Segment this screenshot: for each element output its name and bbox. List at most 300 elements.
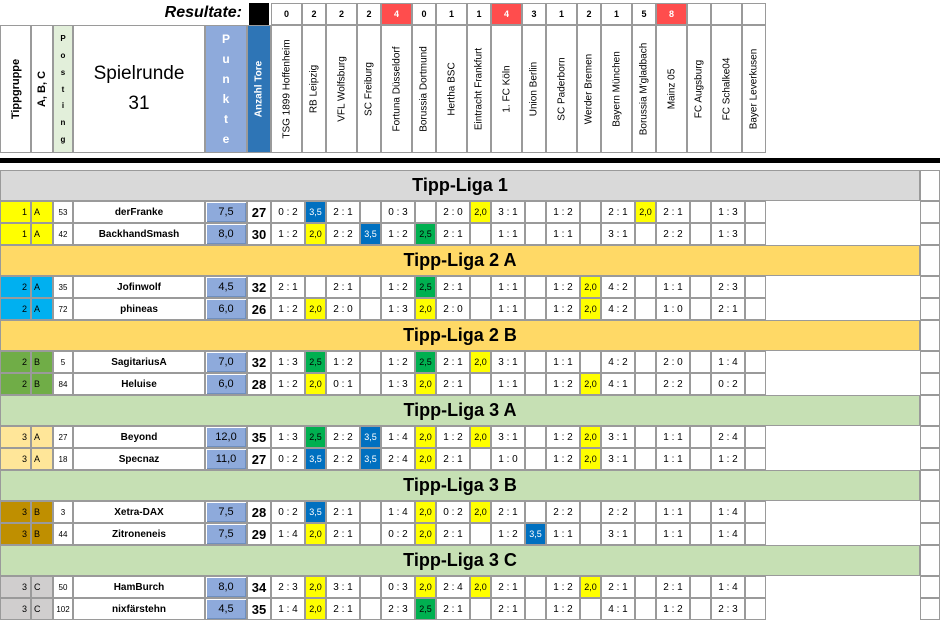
- tip-score[interactable]: 2 : 1: [271, 276, 305, 298]
- tip-points: 2,0: [305, 373, 326, 395]
- group-letter: A: [31, 448, 53, 470]
- tip-points: 2,0: [470, 201, 491, 223]
- league-title: Tipp-Liga 3 B: [0, 470, 920, 501]
- tip-points: [635, 276, 656, 298]
- tip-score[interactable]: 2 : 1: [656, 201, 690, 223]
- team-header-text: TSG 1899 Hoffenheim: [281, 39, 292, 139]
- posting-number: 5: [53, 351, 73, 373]
- team-header-text: Fortuna Düsseldorf: [391, 46, 402, 132]
- tip-score[interactable]: 1 : 2: [546, 373, 580, 395]
- tip-score[interactable]: 1 : 2: [326, 351, 360, 373]
- group-letter: A: [31, 426, 53, 448]
- tip-points: [470, 523, 491, 545]
- posting-number: 3: [53, 501, 73, 523]
- header-letter: P: [60, 33, 66, 43]
- result-cell: 5: [632, 3, 656, 25]
- tip-score[interactable]: 0 : 2: [436, 501, 470, 523]
- tip-score[interactable]: 2 : 2: [326, 223, 360, 245]
- header-letter: n: [60, 118, 66, 128]
- row-edge: [920, 598, 940, 620]
- tip-score[interactable]: 1 : 1: [546, 523, 580, 545]
- header-letter: t: [224, 112, 228, 126]
- player-name[interactable]: BackhandSmash: [73, 223, 205, 245]
- tip-score[interactable]: 1 : 4: [271, 598, 305, 620]
- tip-score[interactable]: 1 : 2: [436, 426, 470, 448]
- tip-points: [580, 501, 601, 523]
- result-cell: [687, 3, 711, 25]
- tip-points: [525, 351, 546, 373]
- player-name[interactable]: Jofinwolf: [73, 276, 205, 298]
- tip-score[interactable]: 1 : 4: [711, 523, 745, 545]
- tip-score[interactable]: 1 : 4: [711, 501, 745, 523]
- team-header-text: Hertha BSC: [446, 62, 457, 116]
- tip-points: [360, 298, 381, 320]
- tip-score[interactable]: 1 : 1: [491, 223, 525, 245]
- tip-score[interactable]: 3 : 1: [601, 223, 635, 245]
- tip-score[interactable]: 2 : 2: [656, 373, 690, 395]
- group-letter: A: [31, 223, 53, 245]
- tip-points: [635, 448, 656, 470]
- team-header: [491, 25, 522, 153]
- league-title-edge: [920, 470, 940, 501]
- posting-number: 44: [53, 523, 73, 545]
- player-name[interactable]: derFranke: [73, 201, 205, 223]
- tore-count: 28: [247, 501, 271, 523]
- tore-count: 35: [247, 598, 271, 620]
- header-letter: s: [60, 67, 66, 77]
- group-digit: 3: [0, 501, 31, 523]
- tip-score[interactable]: 2 : 4: [436, 576, 470, 598]
- tip-score[interactable]: 0 : 3: [381, 201, 415, 223]
- tip-score[interactable]: 1 : 2: [546, 598, 580, 620]
- points-value: 8,0: [205, 223, 247, 245]
- team-header-text: Werder Bremen: [583, 53, 595, 125]
- team-header: [381, 25, 412, 153]
- row-edge: [920, 223, 940, 245]
- tip-score[interactable]: 2 : 1: [711, 298, 745, 320]
- tip-points: 2,0: [580, 298, 601, 320]
- tip-points: 2,0: [470, 501, 491, 523]
- tip-score[interactable]: 2 : 1: [601, 576, 635, 598]
- tip-score[interactable]: 1 : 2: [381, 351, 415, 373]
- header-letter: t: [61, 84, 65, 94]
- tip-points: [690, 351, 711, 373]
- tip-score[interactable]: 1 : 3: [381, 373, 415, 395]
- tip-points: [525, 448, 546, 470]
- team-header: [522, 25, 546, 153]
- tore-count: 27: [247, 201, 271, 223]
- tip-points: [470, 276, 491, 298]
- tip-score[interactable]: 2 : 1: [601, 201, 635, 223]
- tip-score[interactable]: 1 : 2: [271, 223, 305, 245]
- league-title-edge: [920, 170, 940, 201]
- tip-points: [690, 201, 711, 223]
- tip-score[interactable]: 1 : 4: [381, 501, 415, 523]
- tip-score[interactable]: 1 : 4: [711, 576, 745, 598]
- tip-points: [525, 223, 546, 245]
- tip-score[interactable]: 1 : 1: [491, 298, 525, 320]
- tip-points: [360, 351, 381, 373]
- tip-score[interactable]: 1 : 1: [546, 223, 580, 245]
- row-edge: [920, 426, 940, 448]
- tip-score[interactable]: 1 : 2: [546, 201, 580, 223]
- tip-points: 3,5: [360, 426, 381, 448]
- tip-points: 2,0: [415, 448, 436, 470]
- tip-score[interactable]: 2 : 3: [381, 598, 415, 620]
- header-abc-text: A, B, C: [36, 70, 48, 108]
- tip-points: 3,5: [305, 501, 326, 523]
- header-letter: g: [60, 135, 66, 145]
- tip-points: 2,0: [415, 426, 436, 448]
- result-cell: 1: [601, 3, 632, 25]
- tip-score[interactable]: 1 : 3: [381, 298, 415, 320]
- tip-score[interactable]: 1 : 2: [271, 298, 305, 320]
- tip-points: 2,0: [415, 298, 436, 320]
- tip-score[interactable]: 0 : 3: [381, 576, 415, 598]
- tip-score[interactable]: 1 : 2: [711, 448, 745, 470]
- tip-score[interactable]: 0 : 1: [326, 373, 360, 395]
- tip-points: 2,0: [635, 201, 656, 223]
- tip-score[interactable]: 1 : 1: [546, 351, 580, 373]
- tip-score[interactable]: 2 : 1: [326, 276, 360, 298]
- posting-number: 72: [53, 298, 73, 320]
- tip-score[interactable]: 0 : 2: [271, 448, 305, 470]
- tip-points: [580, 523, 601, 545]
- header-letter: e: [222, 132, 230, 146]
- points-value: 7,0: [205, 351, 247, 373]
- player-name[interactable]: Heluise: [73, 373, 205, 395]
- tip-score[interactable]: 2 : 1: [326, 598, 360, 620]
- group-letter: B: [31, 351, 53, 373]
- tip-score[interactable]: 2 : 2: [326, 448, 360, 470]
- header-tippgruppe: [0, 25, 31, 153]
- tip-score[interactable]: 1 : 3: [711, 201, 745, 223]
- row-edge: [920, 201, 940, 223]
- tip-points: [690, 523, 711, 545]
- tip-points: 2,0: [415, 373, 436, 395]
- team-header-text: Union Berlin: [528, 61, 540, 117]
- group-letter: C: [31, 598, 53, 620]
- tore-count: 28: [247, 373, 271, 395]
- tip-score[interactable]: 1 : 2: [381, 223, 415, 245]
- tip-score[interactable]: 2 : 1: [436, 223, 470, 245]
- tip-points: [360, 276, 381, 298]
- league-title: Tipp-Liga 2 B: [0, 320, 920, 351]
- team-header-text: Borussia Dortmund: [418, 46, 430, 132]
- posting-number: 50: [53, 576, 73, 598]
- tip-points: [305, 276, 326, 298]
- tip-score[interactable]: 1 : 2: [546, 276, 580, 298]
- points-value: 7,5: [205, 201, 247, 223]
- tip-score[interactable]: 1 : 2: [546, 426, 580, 448]
- tip-score[interactable]: 2 : 1: [656, 576, 690, 598]
- posting-number: 42: [53, 223, 73, 245]
- points-value: 6,0: [205, 373, 247, 395]
- league-title-edge: [920, 245, 940, 276]
- result-cell: 4: [381, 3, 412, 25]
- tip-points: 3,5: [360, 223, 381, 245]
- result-cell: 1: [546, 3, 577, 25]
- tip-points: [580, 223, 601, 245]
- tip-score[interactable]: 2 : 0: [436, 298, 470, 320]
- tip-score[interactable]: 1 : 0: [491, 448, 525, 470]
- team-header: [357, 25, 381, 153]
- row-edge: [920, 373, 940, 395]
- tip-points: 3,5: [305, 201, 326, 223]
- tip-points: [745, 201, 766, 223]
- tip-score[interactable]: 2 : 1: [491, 598, 525, 620]
- header-abc: [31, 25, 53, 153]
- tip-score[interactable]: 2 : 3: [271, 576, 305, 598]
- tip-points: [470, 373, 491, 395]
- tip-score[interactable]: 2 : 2: [546, 501, 580, 523]
- row-edge: [920, 276, 940, 298]
- tip-score[interactable]: 2 : 4: [711, 426, 745, 448]
- team-header: [271, 25, 302, 153]
- player-name[interactable]: Specnaz: [73, 448, 205, 470]
- tip-score[interactable]: 4 : 1: [601, 598, 635, 620]
- row-edge: [920, 501, 940, 523]
- tip-points: [635, 223, 656, 245]
- tore-count: 29: [247, 523, 271, 545]
- tip-score[interactable]: 2 : 1: [436, 373, 470, 395]
- row-edge: [920, 448, 940, 470]
- tip-score[interactable]: 1 : 2: [271, 373, 305, 395]
- tip-score[interactable]: 2 : 1: [491, 501, 525, 523]
- group-digit: 2: [0, 351, 31, 373]
- tip-points: [690, 426, 711, 448]
- tip-points: 2,5: [415, 351, 436, 373]
- tip-points: [360, 598, 381, 620]
- tip-points: [360, 201, 381, 223]
- tip-points: [745, 448, 766, 470]
- tip-score[interactable]: 1 : 1: [491, 373, 525, 395]
- tip-score[interactable]: 2 : 1: [436, 523, 470, 545]
- player-name[interactable]: Xetra-DAX: [73, 501, 205, 523]
- tip-score[interactable]: 1 : 4: [381, 426, 415, 448]
- league-title: Tipp-Liga 3 C: [0, 545, 920, 576]
- tip-points: [415, 201, 436, 223]
- tip-score[interactable]: 2 : 1: [436, 276, 470, 298]
- tip-score[interactable]: 3 : 1: [491, 426, 525, 448]
- tip-points: [690, 298, 711, 320]
- tip-score[interactable]: 3 : 1: [601, 426, 635, 448]
- team-header-text: Eintracht Frankfurt: [473, 47, 485, 131]
- tip-points: [745, 298, 766, 320]
- tip-score[interactable]: 3 : 1: [326, 576, 360, 598]
- tip-score[interactable]: 1 : 3: [711, 223, 745, 245]
- league-title: Tipp-Liga 3 A: [0, 395, 920, 426]
- tip-points: [690, 576, 711, 598]
- tip-points: [525, 373, 546, 395]
- group-letter: A: [31, 298, 53, 320]
- player-name[interactable]: Zitroneneis: [73, 523, 205, 545]
- tip-points: [635, 351, 656, 373]
- tip-score[interactable]: 4 : 2: [601, 298, 635, 320]
- tip-score[interactable]: 1 : 3: [271, 426, 305, 448]
- tip-score[interactable]: 0 : 2: [711, 373, 745, 395]
- header-letter: P: [221, 32, 230, 46]
- player-name[interactable]: nixfärstehn: [73, 598, 205, 620]
- tip-score[interactable]: 2 : 0: [436, 201, 470, 223]
- tip-points: [525, 576, 546, 598]
- tip-points: [525, 426, 546, 448]
- tip-score[interactable]: 1 : 3: [271, 351, 305, 373]
- tip-points: 2,0: [580, 576, 601, 598]
- tip-score[interactable]: 2 : 1: [436, 351, 470, 373]
- tip-score[interactable]: 2 : 2: [326, 426, 360, 448]
- tip-points: [635, 576, 656, 598]
- tip-points: 2,0: [305, 223, 326, 245]
- tip-points: 2,5: [415, 223, 436, 245]
- tip-score[interactable]: 4 : 2: [601, 276, 635, 298]
- tip-score[interactable]: 2 : 1: [436, 448, 470, 470]
- tip-score[interactable]: 2 : 3: [711, 598, 745, 620]
- tip-points: [745, 223, 766, 245]
- tip-score[interactable]: 1 : 2: [381, 276, 415, 298]
- tip-score[interactable]: 0 : 2: [271, 201, 305, 223]
- tip-score[interactable]: 1 : 1: [656, 523, 690, 545]
- header-letter: o: [60, 50, 66, 60]
- tip-score[interactable]: 1 : 4: [711, 351, 745, 373]
- team-header: [326, 25, 357, 153]
- tip-points: [635, 426, 656, 448]
- result-cell: 2: [357, 3, 381, 25]
- tip-score[interactable]: 3 : 1: [601, 448, 635, 470]
- tip-points: 2,5: [305, 351, 326, 373]
- tip-score[interactable]: 2 : 1: [436, 598, 470, 620]
- black-marker: [249, 3, 269, 25]
- tip-score[interactable]: 3 : 1: [601, 523, 635, 545]
- tip-score[interactable]: 2 : 1: [326, 523, 360, 545]
- tip-points: 2,0: [415, 501, 436, 523]
- tip-score[interactable]: 1 : 4: [271, 523, 305, 545]
- tip-points: [580, 201, 601, 223]
- tip-points: [690, 501, 711, 523]
- tip-score[interactable]: 1 : 1: [491, 276, 525, 298]
- tip-score[interactable]: 2 : 0: [326, 298, 360, 320]
- header-letter: k: [222, 92, 230, 106]
- tip-score[interactable]: 2 : 1: [326, 501, 360, 523]
- header-tippgruppe-text: Tippgruppe: [9, 58, 22, 120]
- team-header: [412, 25, 436, 153]
- header-posting: [53, 25, 73, 153]
- tip-score[interactable]: 4 : 1: [601, 373, 635, 395]
- result-cell: 2: [326, 3, 357, 25]
- tip-points: 2,0: [580, 373, 601, 395]
- result-cell: 1: [436, 3, 467, 25]
- team-header: [601, 25, 632, 153]
- tip-score[interactable]: 1 : 1: [656, 426, 690, 448]
- player-name[interactable]: phineas: [73, 298, 205, 320]
- result-cell: 8: [656, 3, 687, 25]
- tip-points: [690, 373, 711, 395]
- posting-number: 84: [53, 373, 73, 395]
- tip-points: [635, 523, 656, 545]
- tip-points: [745, 276, 766, 298]
- tip-points: [745, 501, 766, 523]
- tip-score[interactable]: 2 : 1: [491, 576, 525, 598]
- points-value: 4,5: [205, 276, 247, 298]
- team-header: [742, 25, 766, 153]
- tore-count: 34: [247, 576, 271, 598]
- tip-score[interactable]: 1 : 1: [656, 501, 690, 523]
- team-header-text: Mainz 05: [666, 68, 677, 110]
- group-digit: 2: [0, 373, 31, 395]
- tip-points: 3,5: [360, 448, 381, 470]
- tip-points: [470, 448, 491, 470]
- tip-score[interactable]: 2 : 1: [326, 201, 360, 223]
- result-cell: 1: [467, 3, 491, 25]
- player-name[interactable]: Beyond: [73, 426, 205, 448]
- tip-score[interactable]: 1 : 1: [656, 276, 690, 298]
- team-header-text: SC Freiburg: [363, 62, 375, 116]
- tip-score[interactable]: 3 : 1: [491, 351, 525, 373]
- tip-score[interactable]: 1 : 2: [491, 523, 525, 545]
- tip-score[interactable]: 1 : 2: [656, 598, 690, 620]
- spielrunde-number: 31: [128, 93, 150, 114]
- result-cell: [711, 3, 742, 25]
- player-name[interactable]: HamBurch: [73, 576, 205, 598]
- team-header-text: Borussia M'gladbach: [638, 42, 650, 136]
- group-letter: B: [31, 373, 53, 395]
- tore-count: 30: [247, 223, 271, 245]
- tip-points: 2,0: [305, 523, 326, 545]
- group-digit: 3: [0, 598, 31, 620]
- tip-score[interactable]: 1 : 2: [546, 448, 580, 470]
- tip-points: 2,0: [580, 276, 601, 298]
- tip-score[interactable]: 4 : 2: [601, 351, 635, 373]
- header-letter: i: [61, 101, 65, 111]
- tip-points: [525, 298, 546, 320]
- league-title-edge: [920, 545, 940, 576]
- result-cell: 0: [412, 3, 436, 25]
- result-cell: [742, 3, 766, 25]
- tip-score[interactable]: 2 : 2: [601, 501, 635, 523]
- team-header: [546, 25, 577, 153]
- tip-score[interactable]: 1 : 2: [546, 576, 580, 598]
- tip-points: 2,0: [415, 576, 436, 598]
- player-name[interactable]: SagitariusA: [73, 351, 205, 373]
- tip-score[interactable]: 0 : 2: [271, 501, 305, 523]
- tip-score[interactable]: 2 : 0: [656, 351, 690, 373]
- tip-score[interactable]: 1 : 1: [656, 448, 690, 470]
- tip-points: [470, 298, 491, 320]
- tip-points: [745, 576, 766, 598]
- result-cell: 2: [302, 3, 326, 25]
- points-value: 8,0: [205, 576, 247, 598]
- team-header: [687, 25, 711, 153]
- tip-points: [525, 276, 546, 298]
- tip-score[interactable]: 2 : 3: [711, 276, 745, 298]
- tip-points: [470, 598, 491, 620]
- tip-points: [690, 223, 711, 245]
- header-anzahl-tore: [247, 25, 271, 153]
- tip-points: 2,0: [470, 351, 491, 373]
- tip-points: 2,5: [415, 598, 436, 620]
- tip-score[interactable]: 3 : 1: [491, 201, 525, 223]
- points-value: 6,0: [205, 298, 247, 320]
- tip-score[interactable]: 0 : 2: [381, 523, 415, 545]
- tip-score[interactable]: 1 : 2: [546, 298, 580, 320]
- tip-score[interactable]: 2 : 4: [381, 448, 415, 470]
- tip-score[interactable]: 1 : 0: [656, 298, 690, 320]
- tip-points: [690, 448, 711, 470]
- tip-points: 2,0: [415, 523, 436, 545]
- tore-count: 35: [247, 426, 271, 448]
- tip-points: [635, 373, 656, 395]
- tip-score[interactable]: 2 : 2: [656, 223, 690, 245]
